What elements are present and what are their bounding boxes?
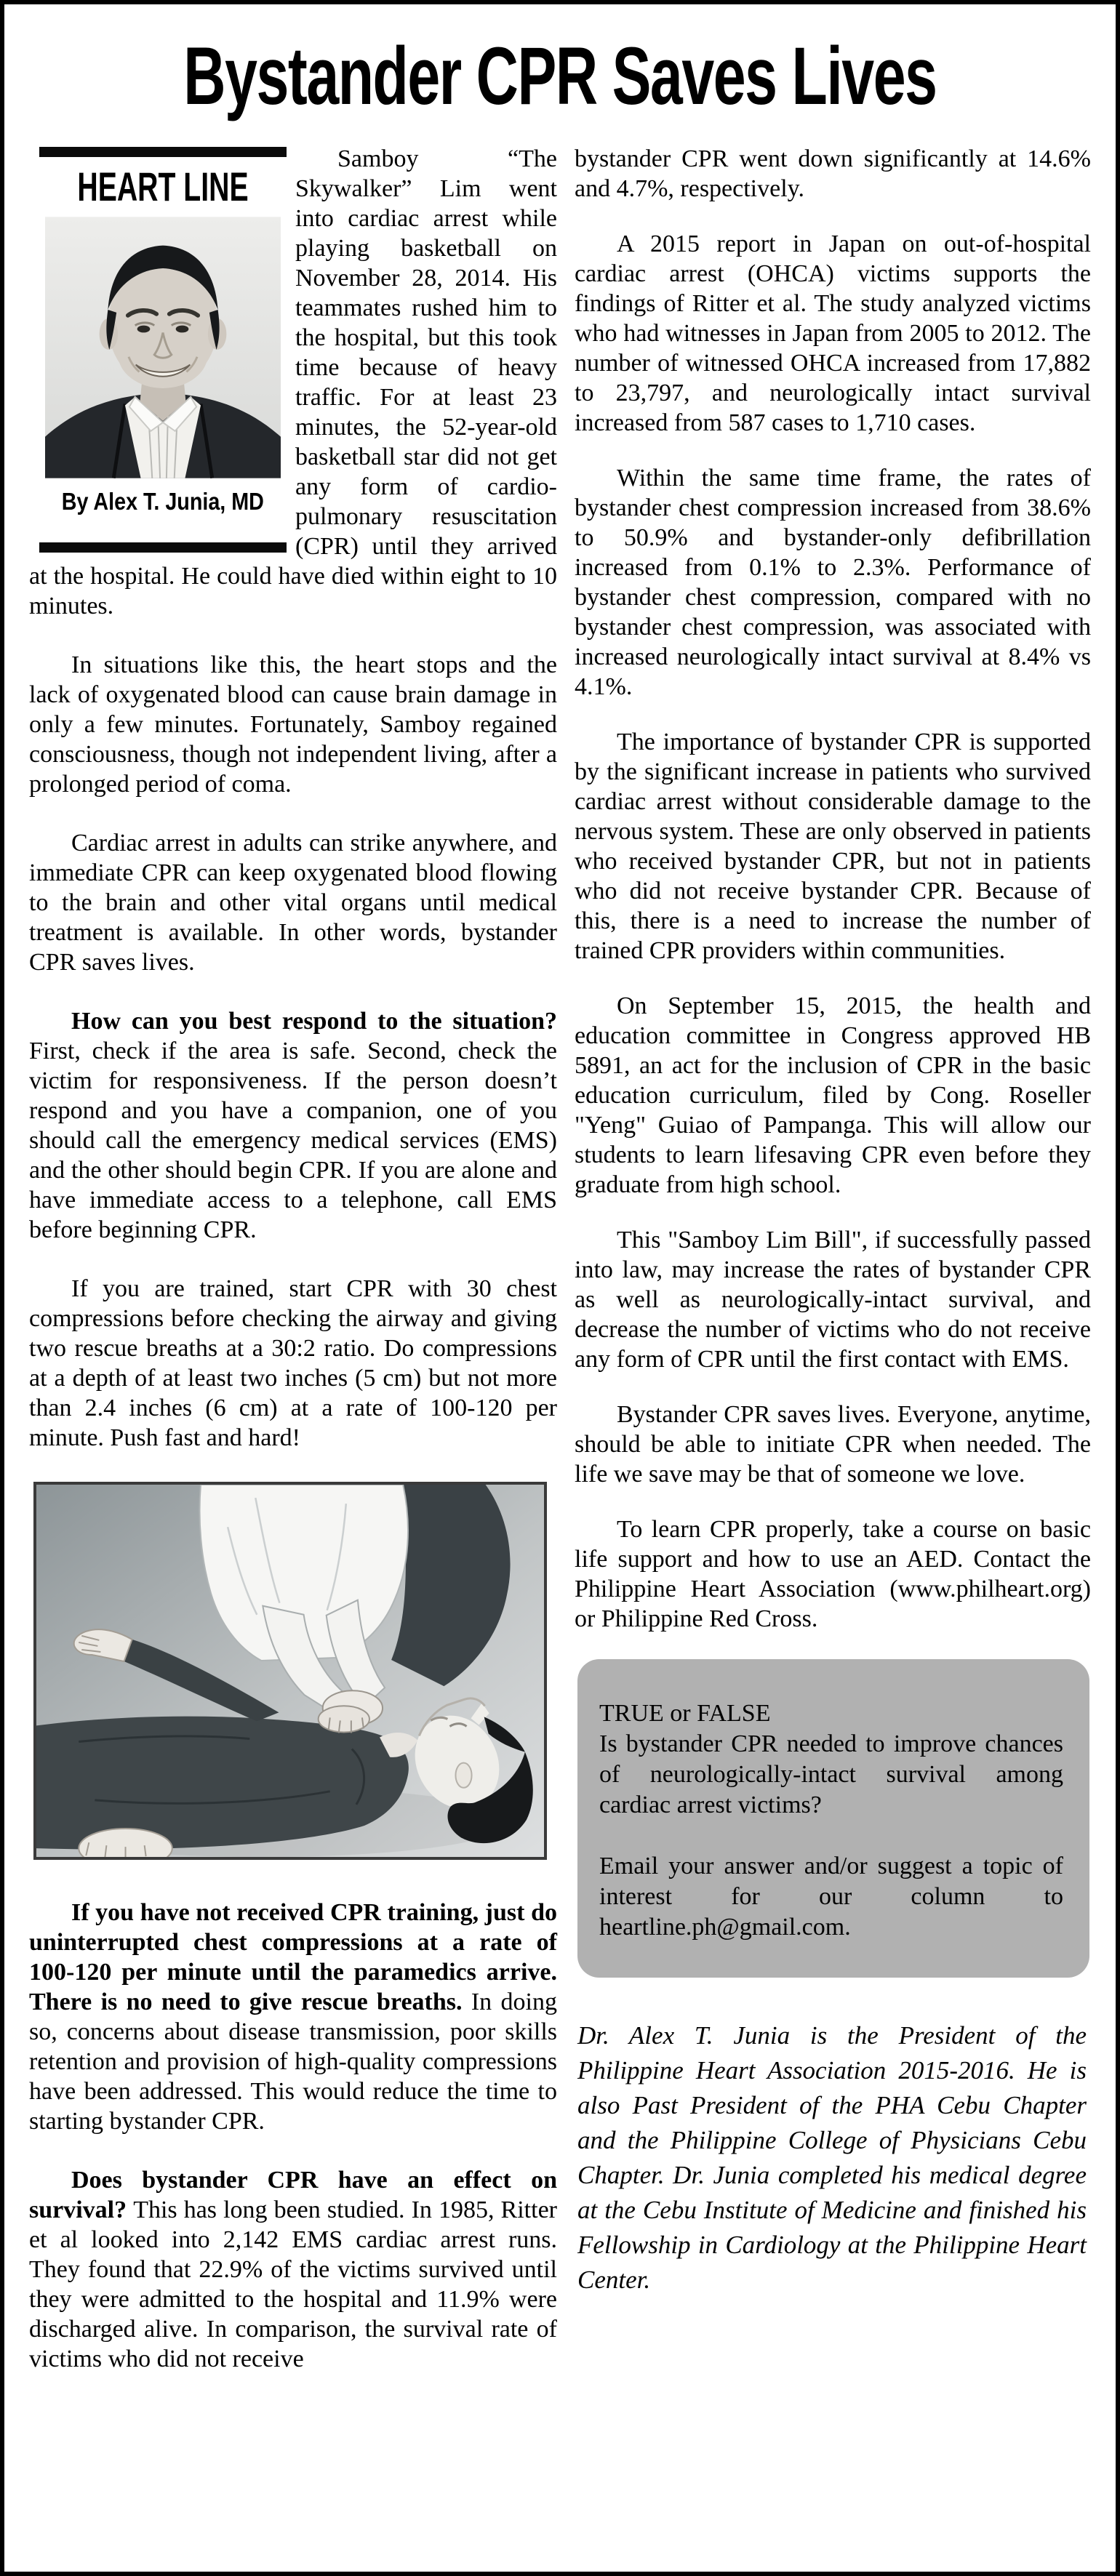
author-photo <box>45 216 281 479</box>
paragraph-hb5891: On September 15, 2015, the health and education committee in Congress approved HB 5891, an act for the inclusion of CPR in the basic education curriculum, filed by Cong. Roseller "Yeng" Guiao of Pampanga. This will allow our students to learn lifesaving CPR even before they graduate from high school. <box>575 992 1091 1198</box>
author-bio-text: Dr. Alex T. Junia is the President of the Philippine Heart Association 2015-2016. He is also Past President of the PHA Cebu Chapter and the Philippine College of Physicians Cebu Chapter. Dr. Junia completed his medical degree at the Cebu Institute of Medicine and finished his Fellowship in Cardiology at the Philippine Heart Center. <box>577 2021 1087 2294</box>
author-portrait-image <box>45 216 281 479</box>
paragraph-effect-on-survival: Does bystander CPR have an effect on survival? This has long been studied. In 1985, Ritter et al looked into 2,142 EMS cardiac arrest runs. They found that 22.9% of the victims survived until they were admitted to the hospital and 11.9% were discharged alive. In comparison, the survival rate of victims who did not receive <box>29 2167 557 2373</box>
heartline-column-box <box>39 147 287 553</box>
article-right-column <box>575 144 1091 2403</box>
paragraph-samboy-lim-bill: This "Samboy Lim Bill", if successfully passed into law, may increase the rates of bystander CPR as well as neurologically-intact survival, and decrease the number of victims who do not receive any form of CPR until the first contact with EMS. <box>575 1227 1091 1373</box>
heartline-rule-bottom <box>39 542 287 553</box>
paragraph-no-training: If you have not received CPR training, just do uninterrupted chest compressions at a rate of 100-120 per minute until the paramedics arrive. There is no need to give rescue breaths. In doing so, concerns about disease transmission, poor skills retention and provision of high-quality compressions have been addressed. This would reduce the time to starting bystander CPR. <box>29 1899 557 2135</box>
paragraph-cardiac-arrest-anywhere: Cardiac arrest in adults can strike anywhere, and immediate CPR can keep oxygenated blood flowing to the brain and other vital organs until medical treatment is available. In other words, bystander CPR saves lives. <box>29 830 557 976</box>
paragraph-learn-cpr: To learn CPR properly, take a course on basic life support and how to use an AED. Contact the Philippine Heart Association (www.philheart.org) or Philippine Red Cross. <box>575 1516 1091 1632</box>
quiz-email-prompt: Email your answer and/or suggest a topic of interest for our column to heartline.ph@gmail.com. <box>599 1853 1063 1941</box>
byline: By Alex T. Junia, MD <box>61 488 265 515</box>
paragraph-importance-of-cpr: The importance of bystander CPR is supported by the significant increase in patients who survived cardiac arrest without considerable damage to the nervous system. These are only observed in patients who received bystander CPR, but not in patients who did not receive bystander CPR. Because of this, there is a need to increase the number of trained CPR providers within communities. <box>575 729 1091 964</box>
paragraph-japan-2015-report: A 2015 report in Japan on out-of-hospital cardiac arrest (OHCA) victims supports the findings of Ritter et al. The study analyzed victims who had witnesses in Japan from 2005 to 2012. The number of witnessed OHCA increased from 17,882 to 23,797, and neurologically intact survival increased from 587 cases to 1,710 cases. <box>575 230 1091 436</box>
paragraph-survival-rates-continued: bystander CPR went down significantly at 14.6% and 4.7%, respectively. <box>575 145 1091 202</box>
paragraph-heart-stops: In situations like this, the heart stops and the lack of oxygenated blood can cause brain damage in only a few minutes. Fortunately, Samboy regained consciousness, though not independent living, after a prolonged period of coma. <box>29 651 557 798</box>
quiz-question: Is bystander CPR needed to improve chances of neurologically-intact survival among cardiac arrest victims? <box>599 1730 1063 1818</box>
heartline-rule-top <box>39 147 287 157</box>
quiz-heading: TRUE or FALSE <box>599 1700 771 1727</box>
cpr-illustration <box>36 1485 544 1857</box>
article-left-column <box>29 144 557 2403</box>
page-title: Bystander CPR Saves Lives <box>183 30 937 121</box>
paragraph-samboy-intro: Samboy “The Skywalker” Lim went into cardiac arrest while playing basketball on November 28, 2014. His teammates rushed him to the hospital, but this took time because of heavy traffic. For at least 23 minutes, the 52-year-old basketball star did not get any form of cardio-pulmonary resuscitation (CPR) until they arrived at the hospital. He could have died within eight to 10 minutes. <box>29 145 557 619</box>
paragraph-everyone-anytime: Bystander CPR saves lives. Everyone, anytime, should be able to initiate CPR when needed. The life we save may be that of someone we love. <box>575 1401 1091 1488</box>
column-name: HEART LINE <box>77 164 249 209</box>
paragraph-same-time-frame: Within the same time frame, the rates of bystander chest compression increased from 38.6% to 50.9% and bystander-only defibrillation increased from 0.1% to 2.3%. Performance of bystander chest compression, compared with no bystander chest compression, was associated with increased neurologically intact survival at 8.4% vs 4.1%. <box>575 465 1091 700</box>
paragraph-how-to-respond: How can you best respond to the situation? First, check if the area is safe. Second, check the victim for responsiveness. If the person doesn’t respond and you have a companion, one of you should call the emergency medical services (EMS) and the other should begin CPR. If you are alone and have immediate access to a telephone, call EMS before beginning CPR. <box>29 1008 557 1243</box>
masthead <box>4 4 1116 134</box>
author-bio <box>577 2018 1087 2298</box>
paragraph-if-trained: If you are trained, start CPR with 30 chest compressions before checking the airway and giving two rescue breaths at a 30:2 ratio. Do compressions at a depth of at least two inches (5 cm) but not more than 2.4 inches (6 cm) at a rate of 100-120 per minute. Push fast and hard! <box>29 1275 557 1451</box>
quiz-box <box>577 1659 1089 1978</box>
article-body <box>4 134 1116 2403</box>
cpr-illustration-figure <box>33 1482 547 1860</box>
